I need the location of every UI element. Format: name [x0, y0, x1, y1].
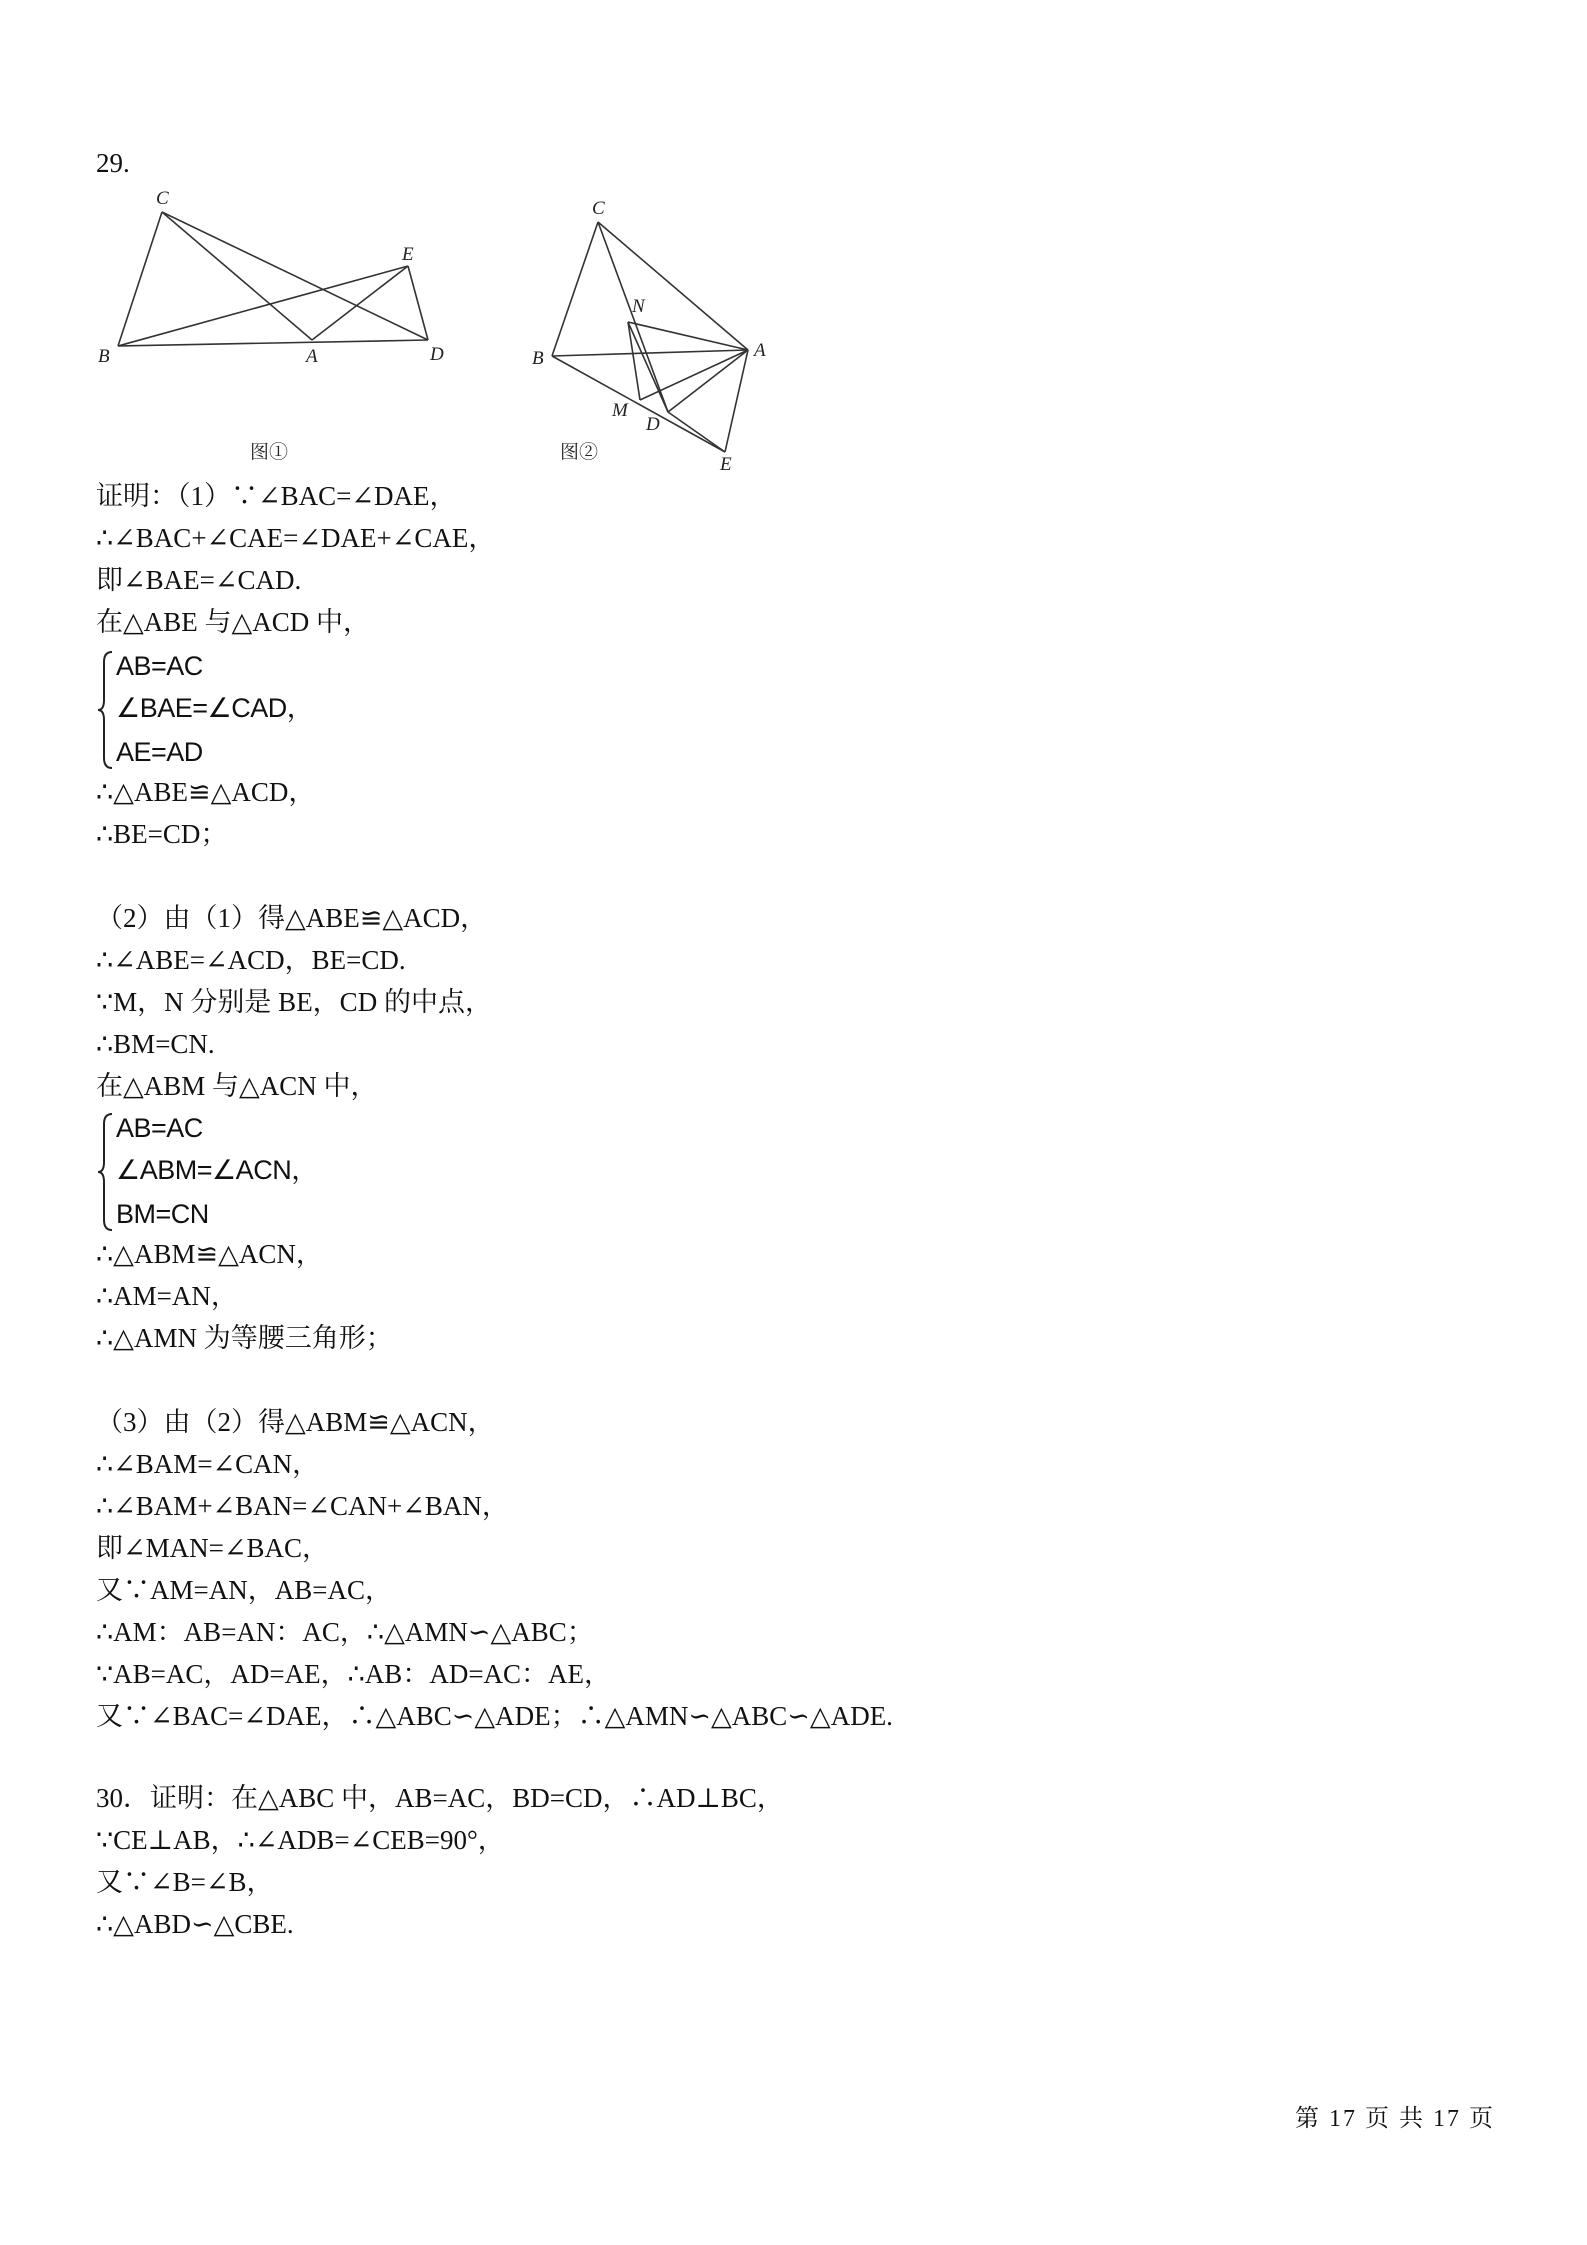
fig2-label-m: M	[612, 400, 628, 421]
p3-line-8: 又∵∠BAC=∠DAE，∴△ABC∽△ADE；∴△AMN∽△ABC∽△ADE.	[96, 1701, 893, 1731]
q30-line-3: 又∵∠B=∠B，	[96, 1867, 274, 1897]
p2-system-3: BM=CN	[116, 1199, 209, 1229]
fig1-segment-ae	[312, 266, 408, 340]
fig1-segment-bd	[118, 340, 428, 346]
p3-line-6: ∴AM：AB=AN：AC，∴△AMN∽△ABC；	[96, 1617, 594, 1647]
p1-equation-system	[96, 646, 396, 774]
fig2-label-n: N	[632, 296, 645, 317]
p1-brace	[96, 646, 116, 774]
fig1-label-a: A	[306, 346, 318, 367]
p1-system-2: ∠BAE=∠CAD，	[116, 693, 314, 723]
fig2-segment-de	[668, 412, 725, 452]
figure-2	[520, 190, 810, 480]
p3-line-3: ∴∠BAM+∠BAN=∠CAN+∠BAN，	[96, 1491, 509, 1521]
p2-line-3: ∵M，N 分别是 BE，CD 的中点，	[96, 987, 492, 1017]
p2-after-3: ∴△AMN 为等腰三角形；	[96, 1323, 393, 1353]
fig1-segment-ed	[408, 266, 428, 340]
fig2-segment-an	[628, 322, 748, 350]
q30-line-4: ∴△ABD∽△CBE.	[96, 1909, 294, 1939]
fig1-label-b: B	[98, 346, 110, 367]
p2-line-4: ∴BM=CN.	[96, 1029, 215, 1059]
q30-line-2: ∵CE⊥AB，∴∠ADB=∠CEB=90°，	[96, 1825, 505, 1855]
p1-after-1: ∴△ABE≌△ACD，	[96, 777, 316, 807]
p3-line-4: 即∠MAN=∠BAC，	[96, 1533, 329, 1563]
p1-line-2: ∴∠BAC+∠CAE=∠DAE+∠CAE，	[96, 523, 496, 553]
fig2-segment-ca	[598, 222, 748, 350]
p1-system-3: AE=AD	[116, 737, 203, 767]
fig2-label-c: C	[592, 198, 605, 219]
fig1-caption: 图①	[250, 442, 289, 463]
p1-system-1: AB=AC	[116, 651, 203, 681]
fig2-label-a: A	[754, 340, 766, 361]
fig1-label-d: D	[430, 344, 444, 365]
fig2-segment-nd	[628, 322, 668, 412]
p1-after-2: ∴BE=CD；	[96, 819, 228, 849]
fig1-segment-be	[118, 266, 408, 346]
question-29-number: 29.	[96, 148, 130, 178]
p2-line-5: 在△ABM 与△ACN 中，	[96, 1071, 378, 1101]
fig2-caption: 图②	[560, 442, 599, 463]
fig1-segment-cd	[162, 212, 428, 340]
p3-line-1: （3）由（2）得△ABM≌△ACN，	[96, 1407, 495, 1437]
p2-system-1: AB=AC	[116, 1113, 203, 1143]
fig1-label-e: E	[402, 244, 414, 265]
p2-line-1: （2）由（1）得△ABE≌△ACD，	[96, 903, 488, 933]
p2-after-1: ∴△ABM≌△ACN，	[96, 1239, 323, 1269]
page-footer: 第 17 页 共 17 页	[1295, 2106, 1495, 2132]
p2-equation-system	[96, 1108, 396, 1236]
q30-line-1: 30．证明：在△ABC 中，AB=AC，BD=CD，∴AD⊥BC，	[96, 1783, 784, 1813]
p1-line-4: 在△ABE 与△ACD 中，	[96, 607, 371, 637]
p1-line-1: 证明：（1）∵∠BAC=∠DAE，	[96, 481, 457, 511]
fig1-segment-bc	[118, 212, 162, 346]
p2-system-2: ∠ABM=∠ACN，	[116, 1155, 318, 1185]
p3-line-2: ∴∠BAM=∠CAN，	[96, 1449, 320, 1479]
p3-line-5: 又∵AM=AN，AB=AC，	[96, 1575, 392, 1605]
fig2-segment-ba	[552, 350, 748, 356]
fig2-label-b: B	[532, 348, 544, 369]
p1-line-3: 即∠BAE=∠CAD.	[96, 565, 302, 595]
fig1-label-c: C	[156, 188, 169, 209]
p3-line-7: ∵AB=AC，AD=AE，∴AB：AD=AC：AE，	[96, 1659, 612, 1689]
fig2-label-d: D	[646, 414, 660, 435]
fig1-segment-ca	[162, 212, 312, 340]
fig2-label-e: E	[720, 454, 732, 475]
fig2-segment-cd	[598, 222, 668, 412]
p2-after-2: ∴AM=AN，	[96, 1281, 238, 1311]
p2-brace	[96, 1108, 116, 1236]
figure-1	[90, 190, 460, 470]
fig2-segment-cb	[552, 222, 598, 356]
p2-line-2: ∴∠ABE=∠ACD，BE=CD.	[96, 945, 406, 975]
fig2-segment-be	[552, 356, 725, 452]
